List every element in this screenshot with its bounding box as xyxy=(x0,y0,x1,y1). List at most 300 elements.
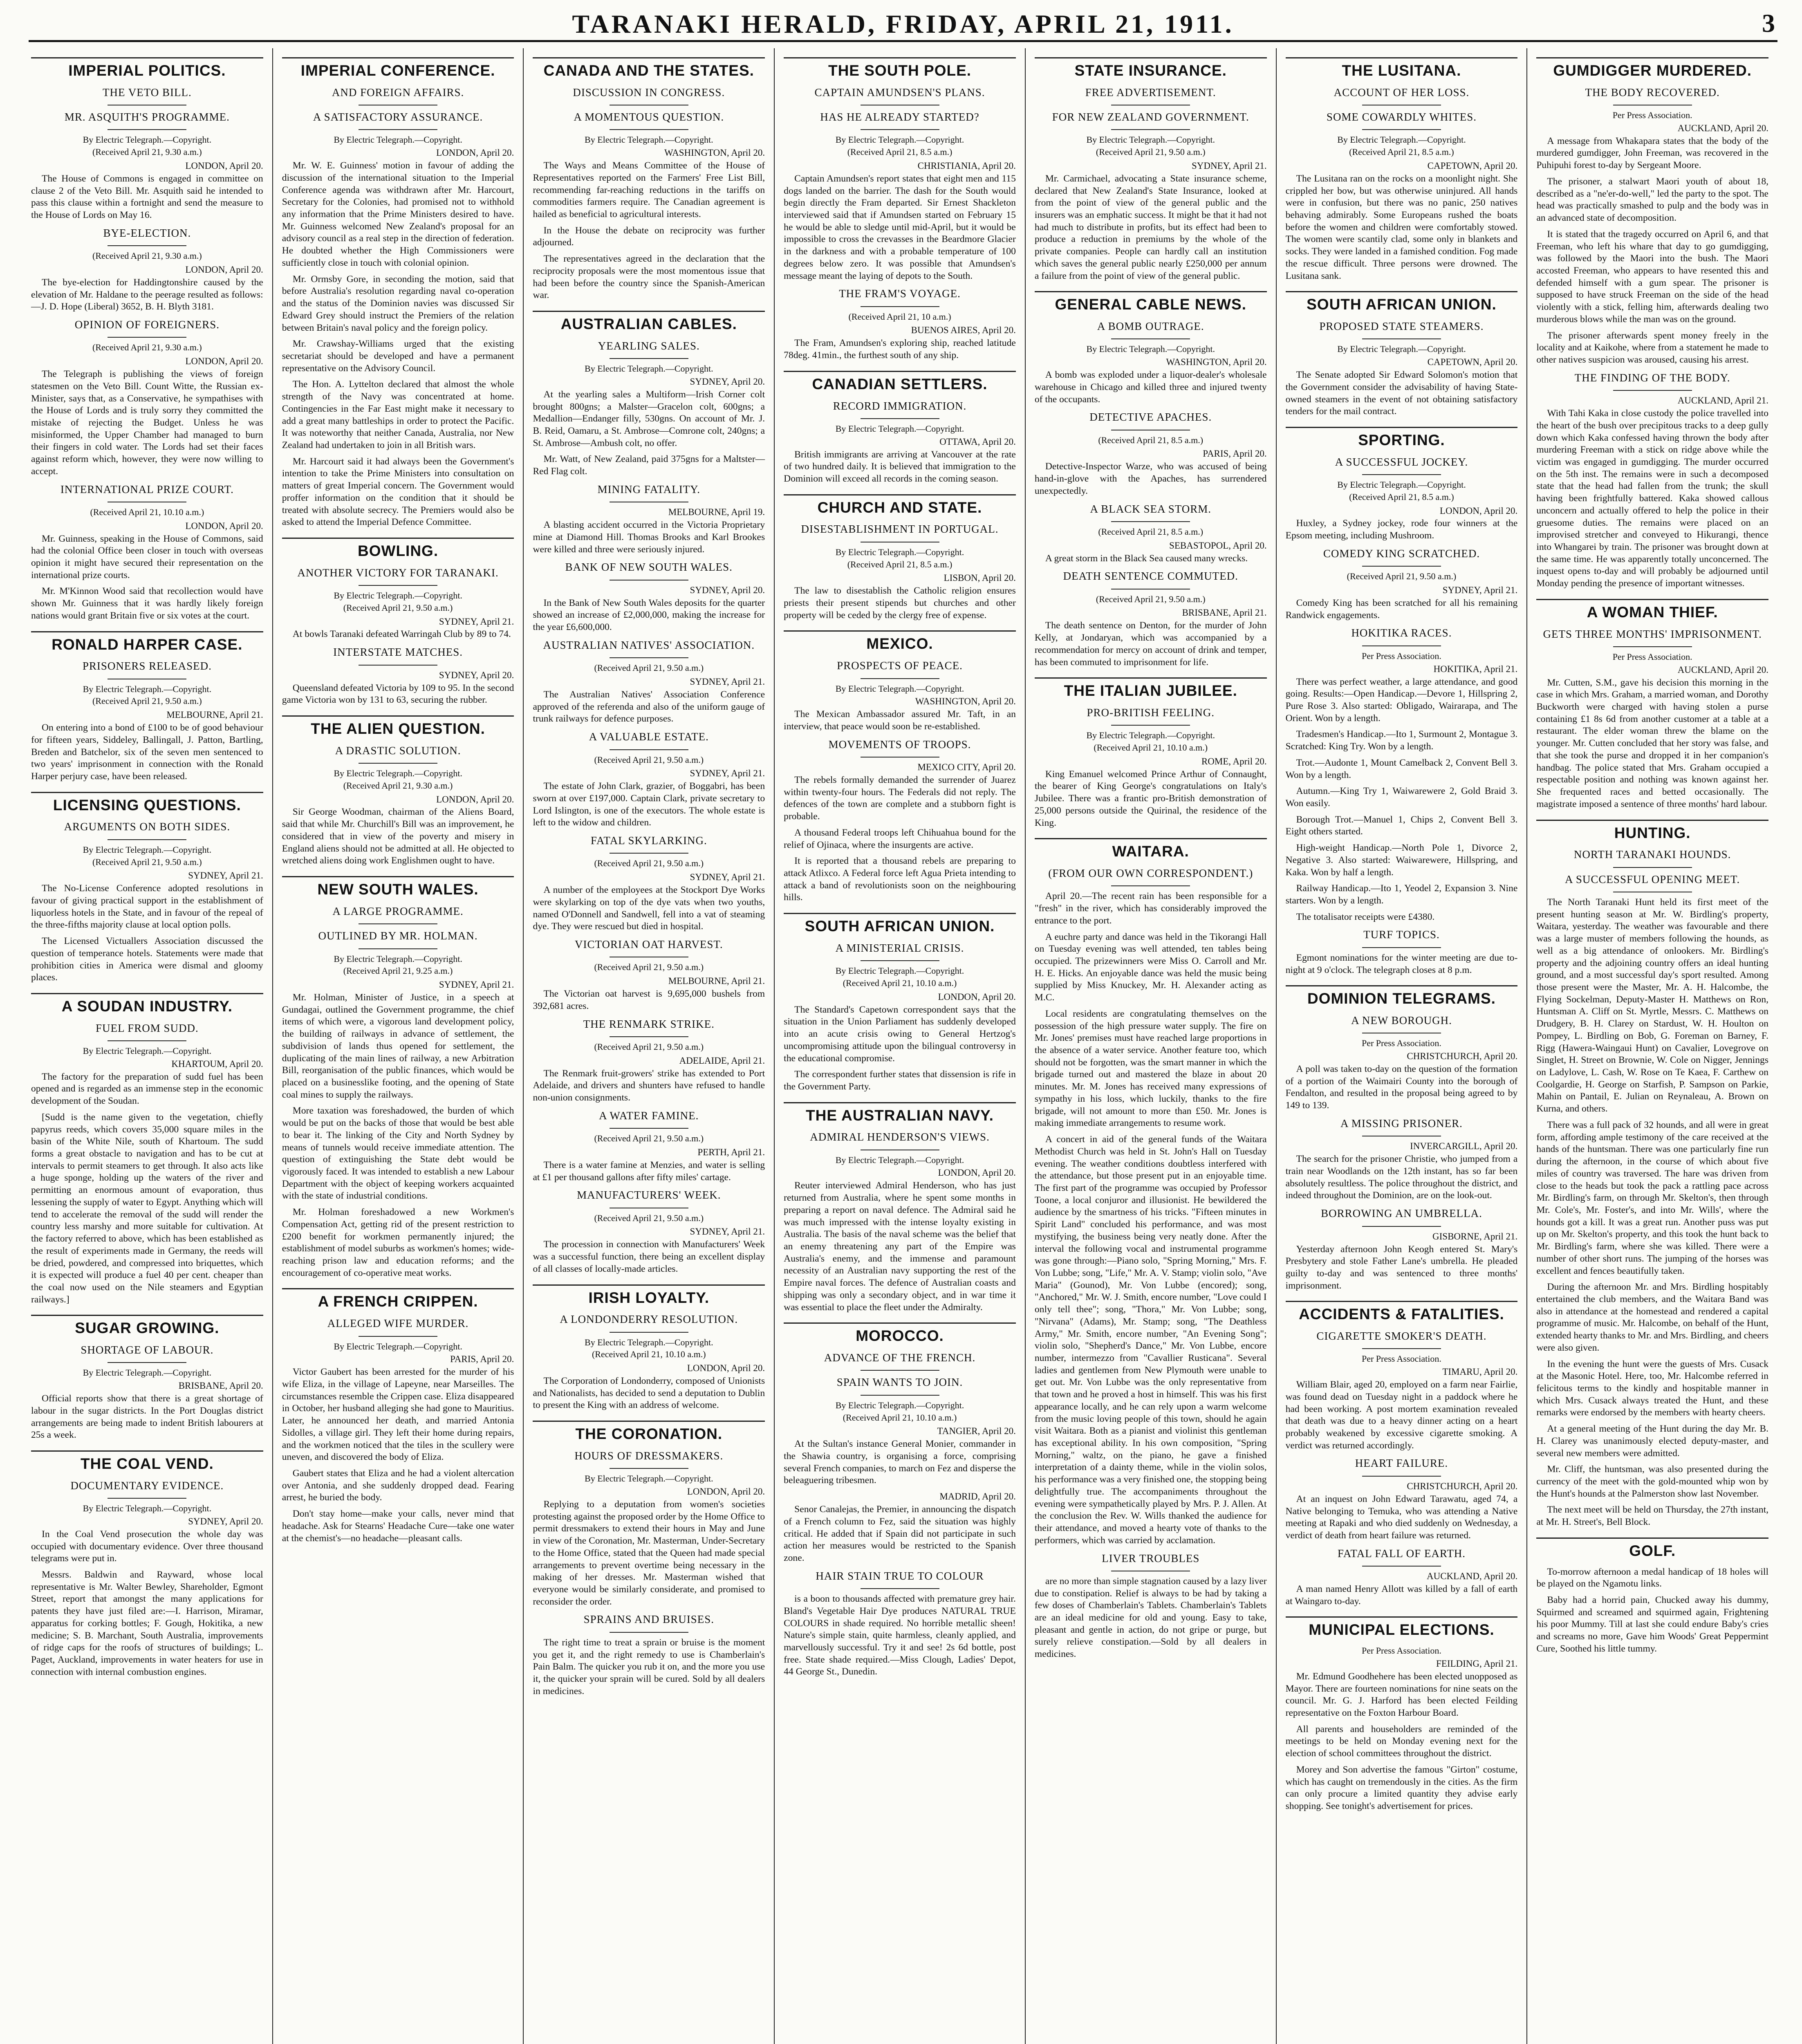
article xyxy=(31,57,263,222)
dateline: LONDON, April 20. xyxy=(1439,505,1518,516)
paragraph: are no more than simple stagnation caused by a lazy liver due to constipation. Relief is always to be had by taking a few doses of Chamberlain's Tablets. Chamberlain's Tablets are an ideal medicine for old and young. Easy to take, pleasant and gentle in action, do not gripe or purge, but surely relieve constipation.—Sold by all dealers in medicines. xyxy=(1034,1576,1267,1660)
article-subheading: ADVANCE OF THE FRENCH. xyxy=(824,1351,976,1364)
article-body xyxy=(1286,369,1518,418)
paragraph: The rebels formally demanded the surrender of Juarez within twenty-four hours. The Federals did not reply. The defences of the town are complete and a stubborn fight is probable. xyxy=(784,774,1016,822)
article-subheading: A VALUABLE ESTATE. xyxy=(589,731,709,743)
column-6 xyxy=(1276,48,1527,2044)
short-rule xyxy=(1613,646,1692,647)
article xyxy=(533,560,765,634)
section-rule xyxy=(533,1421,765,1422)
article-body xyxy=(1286,173,1518,282)
received-time: (Received April 21, 9.50 a.m.) xyxy=(594,1041,704,1052)
article-subheading: DEATH SENTENCE COMMUTED. xyxy=(1063,570,1238,583)
short-rule xyxy=(1111,725,1190,726)
article-subheading: DETECTIVE APACHES. xyxy=(1089,411,1212,424)
dateline: CHRISTIANIA, April 20. xyxy=(917,160,1016,171)
paragraph: The Renmark fruit-growers' strike has extended to Port Adelaide, and drivers and shunters have refused to handle non-union consignments. xyxy=(533,1068,765,1103)
section-rule xyxy=(1286,291,1518,292)
received-time: (Received April 21, 9.50 a.m.) xyxy=(1096,147,1206,157)
article-subheading: AUSTRALIAN NATIVES' ASSOCIATION. xyxy=(543,639,755,651)
byline: By Electric Telegraph.—Copyright. xyxy=(334,1341,462,1351)
article-headline: IMPERIAL POLITICS. xyxy=(68,62,226,79)
dateline: BUENOS AIRES, April 20. xyxy=(911,325,1016,336)
short-rule xyxy=(108,129,186,130)
article-subheading: YEARLING SALES. xyxy=(598,339,700,352)
dateline: OTTAWA, April 20. xyxy=(939,436,1016,447)
article-subheading: A MOMENTOUS QUESTION. xyxy=(574,111,724,123)
byline: By Electric Telegraph.—Copyright. xyxy=(835,134,964,145)
section-rule xyxy=(282,1288,514,1289)
paragraph: A euchre party and dance was held in the Tikorangi Hall on Tuesday evening was well attended, ten tables being occupied. The prizewinners were Miss O. Carroll and Mr. H. E. Hicks. An enjoyable dance was held the music being supplied by Miss Knuckey, Mr. H. Alexander acting as M.C. xyxy=(1034,931,1267,1003)
byline: By Electric Telegraph.—Copyright. xyxy=(334,768,462,779)
short-rule xyxy=(861,678,939,679)
paragraph: Senor Canalejas, the Premier, in announcing the dispatch of a French column to Fez, said the situation was highly critical. He added that if Spain did not participate in such action her measures would be restricted to the Spanish zone. xyxy=(784,1504,1016,1563)
dateline: SYDNEY, April 21. xyxy=(439,616,514,627)
article-headline: IRISH LOYALTY. xyxy=(588,1289,710,1306)
article xyxy=(533,938,765,1013)
received-time: (Received April 21, 9.50 a.m.) xyxy=(594,1213,704,1223)
paragraph: British immigrants are arriving at Vancouver at the rate of two hundred daily. It is believed that immigration to the Dominion will exceed all records in the coming season. xyxy=(784,449,1016,484)
section-rule xyxy=(533,1284,765,1286)
article xyxy=(1536,57,1768,366)
article-body xyxy=(784,449,1016,485)
article-subheading: PROSPECTS OF PEACE. xyxy=(837,659,963,672)
article-headline: THE SOUTH POLE. xyxy=(828,62,972,79)
dateline: PARIS, April 20. xyxy=(450,1354,514,1365)
paragraph: Borough Trot.—Manuel 1, Chips 2, Convent Bell 3. Eight others started. xyxy=(1285,814,1518,837)
byline: By Electric Telegraph.—Copyright. xyxy=(585,134,713,145)
article-subheading: A SUCCESSFUL JOCKEY. xyxy=(1335,455,1468,468)
article-body xyxy=(1035,890,1267,1546)
paragraph: Mr. Holman, Minister of Justice, in a speech at Gundagai, outlined the Government programme, the chief items of which were, a vigorous land development policy, the building of railways in advance of settlement, the subdivision of lands thus opened for settlement, the duplicating of the main lines of railway, a new Arbitration Bill, reorganisation of the public finances, which would be placed on a businesslike footing, and the opening of State coal mines to supply the railways. xyxy=(282,992,514,1100)
article-subheading: HAIR STAIN TRUE TO COLOUR xyxy=(816,1569,984,1582)
section-rule xyxy=(1536,820,1768,821)
article-body xyxy=(533,1068,765,1104)
paragraph: A concert in aid of the general funds of the Waitara Methodist Church was held in St. John's Hall on Tuesday evening. The weather conditions doubtless interfered with the attendance, but those present put in an enjoyable time. The first part of the programme was occupied by Professor Toone, a local conjuror and illusionist. He bewildered the audience by the smartness of his tricks. "Fifteen minutes in Spirit Land" concluded his performance, and was most mystifying, the business being very neatly done. After the interval the following vocal and instrumental programme was gone through:—Piano solo, "Spring Morning," Mrs. F. Von Lubbe; song, "Life," Mr. A. V. Stamp; violin solo, "Ave Maria" (Gounod), Mr. Von Lubbe (encored); song, "Anchored," Mr. W. J. Smith, encore number, "Love could I only tell thee"; song, "Thora," Mr. Von Lubbe; song, "Nirvana" (Adams), Mr. Stamp; song, "The Deathless Army," Mr. Smith, encore number, "An Evening Song"; violin solo, "Shepherd's Dance," Mr. Von Lubbe, encore number, intermezzo from "Cavallier Rusticana". Several ladies and gentlemen from New Plymouth were unable to get out. Mr. Von Lubbe was the only representative from that town and he proved a host in himself. This was his first appearance locally, and he can rely upon a warm welcome from the music loving people of this town, should he again visit Waitara. Both as a pianist and violinist this gentleman has exceptional ability. In his own composition, "Spring Morning," waltz, on the piano, he gave a finished interpretation of a dainty theme, while in the violin solos, his performance was a very finished one, the stopping being delightfully true. The accompaniments throughout the evening were sympathetically played by Mrs. P. J. Allen. At the conclusion the Rev. W. Wills thanked the audience for their attendance, and moved a hearty vote of thanks to the performers, which was carried by acclamation. xyxy=(1034,1134,1267,1546)
article xyxy=(282,538,514,641)
column-4 xyxy=(774,48,1025,2044)
article-body xyxy=(1536,1566,1768,1655)
paragraph: The Mexican Ambassador assured Mr. Taft, in an interview, that peace would soon be re-established. xyxy=(784,709,1016,732)
article-subheading: THE FRAM'S VOYAGE. xyxy=(839,287,961,300)
article-headline: MOROCCO. xyxy=(856,1327,944,1345)
received-time: (Received April 21, 9.50 a.m.) xyxy=(594,663,704,673)
byline: By Electric Telegraph.—Copyright. xyxy=(1086,344,1215,354)
dateline: CHRISTCHURCH, April 20. xyxy=(1407,1481,1518,1491)
byline: By Electric Telegraph.—Copyright. xyxy=(1337,480,1466,490)
article-subheading: BYE-ELECTION. xyxy=(103,226,191,239)
article-body xyxy=(533,160,765,302)
byline: Per Press Association. xyxy=(1612,110,1692,121)
short-rule xyxy=(1362,1566,1441,1567)
article-body xyxy=(533,1375,765,1412)
article xyxy=(1286,1117,1518,1202)
article-subheading: DOCUMENTARY EVIDENCE. xyxy=(70,1479,224,1492)
paragraph: A message from Whakapara states that the body of the murdered gumdigger, John Freeman, was recovered in the Puhipuhi forest to-day by Sergeant Moore. xyxy=(1536,135,1769,171)
article-subheading: HAS HE ALREADY STARTED? xyxy=(820,111,979,123)
section-rule xyxy=(784,371,1016,372)
article xyxy=(784,1569,1016,1678)
article-subheading: A WATER FAMINE. xyxy=(599,1109,699,1122)
paragraph: The Lusitana ran on the rocks on a moonlight night. She crippled her bow, but was otherwise uninjured. All hands were in confusion, but there was no panic, 250 natives behaving admirably. Some Europeans rushed the boats before the women and children were comfortably stowed. The women were scantily clad, some only in blankets and socks. They were landed in a famished condition. Fog made the rescue difficult. Three persons were drowned. The Lusitana sank. xyxy=(1285,173,1518,281)
dateline: BRISBANE, April 21. xyxy=(1182,607,1267,618)
article-subheading: MANUFACTURERS' WEEK. xyxy=(577,1189,721,1201)
dateline: FEILDING, April 21. xyxy=(1436,1658,1518,1669)
section-rule xyxy=(31,631,263,632)
short-rule xyxy=(359,763,437,764)
paragraph: The Senate adopted Sir Edward Solomon's motion that the Government consider the advisability of having State-owned steamers in the event of not obtaining satisfactory tenders for the mail contract. xyxy=(1285,370,1518,417)
dateline: LONDON, April 20. xyxy=(185,356,263,367)
article-body xyxy=(533,689,765,725)
column-1 xyxy=(29,48,272,2044)
paragraph: The correspondent further states that dissension is rife in the Government Party. xyxy=(784,1069,1016,1092)
article xyxy=(282,57,514,529)
article-subheading: THE RENMARK STRIKE. xyxy=(583,1018,715,1030)
article xyxy=(784,57,1016,282)
paragraph: It is stated that the tragedy occurred on April 6, and that Freeman, who left his whare that day to go gumdigging, was followed by the Maori into the bush. The Maori accosted Freeman, who appears to have resented this and defended himself with a gum spear. The prisoner is supposed to have struck Freeman on the side of the head violently with a stick, felling him, afterwards dealing two murderous blows while the man was on the ground. xyxy=(1536,229,1769,325)
article-headline: AUSTRALIAN CABLES. xyxy=(560,316,737,333)
paragraph: Reuter interviewed Admiral Henderson, who has just returned from Australia, where he spent some months in preparing a report on naval defence. The Admiral said he was much impressed with the intense loyalty existing in Australia. The basis of the naval scheme was the belief that an enemy threatening any part of the Empire was Australia's enemy, and the immense and paramount necessity of an Australian navy supporting the rest of the Empire naval forces. The defence of Australian coasts and shipping was only a secondary object, and in war time it was essential to place the fleet under the Admiralty. xyxy=(784,1180,1016,1313)
article-subheading: THE FINDING OF THE BODY. xyxy=(1574,371,1730,384)
article xyxy=(1286,1457,1518,1542)
paragraph: Huxley, a Sydney jockey, rode four winners at the Epsom meeting, including Mushroom. xyxy=(1285,518,1518,541)
article xyxy=(282,715,514,867)
article-headline: RONALD HARPER CASE. xyxy=(52,636,243,653)
paragraph: Replying to a deputation from women's societies protesting against the proposed order by the Home Office to permit dressmakers to extend their hours in May and June in view of the Coronation, Mr. Masterman, Under-Secretary to the Home Office, stated that the Queen had made special arrangements to prevent overtime being necessary in the making of her dresses. Mr. Masterman wished that everyone would be similarly considerate, and promised to reconsider the order. xyxy=(533,1499,765,1607)
paragraph: To-morrow afternoon a medal handicap of 18 holes will be played on the Ngamotu links. xyxy=(1536,1566,1769,1589)
dateline: INVERCARGILL, April 20. xyxy=(1410,1141,1518,1152)
article-body xyxy=(1536,896,1768,1529)
article-body xyxy=(1035,461,1267,497)
paragraph: Mr. W. E. Guinness' motion in favour of adding the discussion of the international situation to the Imperial Conference agenda was withdrawn after Mr. Harcourt, Secretary for the Colonies, had promised not to withhold any information that the Prime Ministers desired to have. Mr. Guinness welcomed New Zealand's proposal for an advisory council as a real step in the direction of federation. He doubted whether the High Commissioners were sufficiently close in touch with colonial opinion. xyxy=(282,160,514,268)
article-subheading: PRISONERS RELEASED. xyxy=(82,660,212,672)
received-time: (Received April 21, 10 a.m.) xyxy=(848,311,951,322)
article xyxy=(1536,371,1768,590)
article-headline: CANADA AND THE STATES. xyxy=(543,62,754,79)
dateline: KHARTOUM, April 20. xyxy=(171,1058,263,1069)
article-body xyxy=(31,368,263,477)
article-headline: ACCIDENTS & FATALITIES. xyxy=(1299,1306,1504,1323)
dateline: SYDNEY, April 21. xyxy=(690,768,765,779)
article-subheading: ARGUMENTS ON BOTH SIDES. xyxy=(64,820,231,833)
article xyxy=(1286,427,1518,542)
article-headline: SUGAR GROWING. xyxy=(75,1320,220,1337)
received-time: (Received April 21, 9.30 a.m.) xyxy=(92,147,202,157)
received-time: (Received April 21, 9.50 a.m.) xyxy=(594,858,704,869)
paragraph: The right time to treat a sprain or bruise is the moment you get it, and the right remedy to use is Chamberlain's Pain Balm. The quicker you rub it on, and the more you use it, the quicker your sprain will be cured. Sold by all dealers in medicines. xyxy=(533,1637,765,1697)
received-time: (Received April 21, 9.30 a.m.) xyxy=(92,251,202,261)
paragraph: Mr. Harcourt said it had always been the Government's intention to take the Prime Ministers into consultation on matters of great Imperial concern. The Government would proffer information on the condition that it should be treated with absolute secrecy. The Premiers would also be asked to attend the Imperial Defence Committee. xyxy=(282,456,514,528)
article xyxy=(31,226,263,313)
paragraph: At bowls Taranaki defeated Warringah Club by 89 to 74. xyxy=(292,629,511,640)
short-rule xyxy=(108,1498,186,1499)
article-subheading: A DRASTIC SOLUTION. xyxy=(335,744,461,757)
byline: By Electric Telegraph.—Copyright. xyxy=(835,683,964,694)
dateline: WASHINGTON, April 20. xyxy=(1166,357,1267,368)
short-rule xyxy=(359,923,437,924)
short-rule xyxy=(861,960,939,961)
article xyxy=(533,1613,765,1697)
section-rule xyxy=(1286,57,1518,58)
byline: By Electric Telegraph.—Copyright. xyxy=(835,966,964,976)
byline: By Electric Telegraph.—Copyright. xyxy=(334,134,462,145)
paragraph: Mr. Cutten, S.M., gave his decision this morning in the case in which Mrs. Graham, a married woman, and Dorothy Buckworth were charged with having stolen a purse containing £1 8s 6d from another customer at a table at a restaurant. The elder woman threw the blame on the younger. Mr. Cutten concluded that her story was false, and that she took the purse and dropped it in her companion's handbag. The police stated that Mrs. Graham occupied a respectable position and nothing was known against her. She frequented races and betted occasionally. The magistrate imposed a sentence of three months' hard labour. xyxy=(1536,677,1769,809)
received-time: (Received April 21, 10.10 a.m.) xyxy=(90,507,204,517)
dateline: SYDNEY, April 21. xyxy=(1442,585,1518,596)
short-rule xyxy=(108,1362,186,1363)
page-number: 3 xyxy=(1762,9,1775,38)
paragraph: Tradesmen's Handicap.—Ito 1, Surmount 2, Montague 3. Scratched: King Try. Won by a length. xyxy=(1285,729,1518,752)
article xyxy=(1286,1547,1518,1608)
article-headline: THE LUSITANA. xyxy=(1342,62,1461,79)
short-rule xyxy=(861,1588,939,1589)
paragraph: The factory for the preparation of sudd fuel has been opened and is regarded as an immense step in the economic development of the Soudan. xyxy=(31,1071,263,1107)
paragraph: The procession in connection with Manufacturers' Week was a successful function, there being an excellent display of all classes of locally-made articles. xyxy=(533,1239,765,1274)
article xyxy=(31,1315,263,1441)
article-body xyxy=(1286,1379,1518,1452)
article-body xyxy=(533,597,765,634)
short-rule xyxy=(610,1128,688,1129)
paragraph: Sir George Woodman, chairman of the Aliens Board, said that while Mr. Churchill's Bill was an improvement, he considered that in view of the poverty and misery in England aliens should not be admitted at all. He objected to wretched aliens doing work Englishmen ought to have. xyxy=(282,807,514,866)
paragraph: The next meet will be held on Thursday, the 27th instant, at Mr. H. Street's, Bell Block. xyxy=(1536,1504,1769,1528)
article-body xyxy=(1286,518,1518,542)
dateline: SYDNEY, April 21. xyxy=(690,1226,765,1237)
article xyxy=(533,834,765,933)
paragraph: Autumn.—King Try 1, Waiwarewere 2, Gold Braid 3. Won easily. xyxy=(1285,786,1518,809)
article-headline: THE CORONATION. xyxy=(575,1425,723,1443)
dateline: HOKITIKA, April 21. xyxy=(1433,663,1518,674)
article-body xyxy=(1536,408,1768,590)
short-rule xyxy=(1111,129,1190,130)
dateline: SYDNEY, April 21. xyxy=(188,870,263,881)
article-body xyxy=(784,585,1016,621)
dateline: ROME, April 20. xyxy=(1201,756,1267,766)
dateline: AUCKLAND, April 21. xyxy=(1677,395,1769,406)
article xyxy=(1035,1552,1267,1661)
paragraph: There was perfect weather, a large attendance, and good going. Results:—Open Handicap.—Devore 1, Hillspring 2, Pure Rose 3. Also started: Obligado, Wairarapa, and The Orient. Won by a length. xyxy=(1285,676,1518,724)
masthead xyxy=(29,8,1777,42)
received-time: (Received April 21, 10.10 a.m.) xyxy=(1094,742,1208,753)
article-body xyxy=(784,1593,1016,1678)
short-rule xyxy=(1362,1226,1441,1227)
paragraph: The prisoner afterwards spent money freely in the locality and at Kaikohe, where from a statement he made to other natives suspicion was aroused, causing his arrest. xyxy=(1536,330,1769,365)
dateline: MELBOURNE, April 19. xyxy=(668,507,765,518)
paragraph: Messrs. Baldwin and Rayward, whose local representative is Mr. Walter Bewley, Shareholder, Egmont Street, report that amongst the many applications for patents they have just filed are:—I. Harrison, Miramar, apparatus for corking bottles; F. Gough, Hokitika, a new medicine; S. B. Marchant, South Australia, improvements of ridge caps for the roofs of structures of buildings; L. Paget, Auckland, improvements in water heaters for use in connection with internal combustion engines. xyxy=(31,1569,263,1677)
article xyxy=(784,371,1016,485)
article-body xyxy=(533,988,765,1012)
article xyxy=(1035,57,1267,282)
article xyxy=(31,792,263,984)
paragraph: Don't stay home—make your calls, never mind that headache. Ask for Stearns' Headache Cure—take one water at the chemist's—no headache—pleasant calls. xyxy=(282,1508,514,1544)
paragraph: Mr. M'Kinnon Wood said that recollection would have shown Mr. Guinness that it was hardly likely foreign nations would grant Britain five or six votes at the court. xyxy=(31,586,263,621)
dateline: BRISBANE, April 20. xyxy=(178,1381,263,1391)
article xyxy=(1286,928,1518,976)
byline: By Electric Telegraph.—Copyright. xyxy=(835,1400,964,1410)
paragraph: Yesterday afternoon John Keogh entered St. Mary's Presbytery and stole Father Lane's umbrella. He pleaded guilty to-day and was sentenced to three months' imprisonment. xyxy=(1285,1244,1518,1291)
section-rule xyxy=(282,715,514,717)
paragraph: There was a full pack of 32 hounds, and all were in great form, affording ample testimony of the care received at the hands of the huntsman. There was one particularly fine run during the afternoon, in the course of which about five miles of country was traversed. The hare was driven from close to the heads but took the pack a rattling pace across Mr. Birdling's farm, on through Mr. Skelton's, then through Mr. Cole's, Mr. Foster's, and into Mr. Wills', where the hounds got a kill. It was a great run. Another puss was put up on Mr. Skelton's property, and this took the hunt back to Mr. Birdling's farm, where she was killed. There were a number of other short runs. The jumping of the horses was excellent and fences beautifully taken. xyxy=(1536,1119,1769,1276)
paragraph: In the House the debate on reciprocity was further adjourned. xyxy=(533,225,765,248)
article-body xyxy=(31,277,263,313)
article-subheading: ALLEGED WIFE MURDER. xyxy=(327,1317,469,1330)
byline: By Electric Telegraph.—Copyright. xyxy=(835,1154,964,1165)
short-rule xyxy=(610,749,688,750)
paragraph: The bye-election for Haddingtonshire caused by the elevation of Mr. Haldane to the peerage resulted as follows:—J. D. Hope (Liberal) 3652, B. H. Blyth 3181. xyxy=(31,277,263,312)
paragraph: The Hon. A. Lyttelton declared that almost the whole strength of the Navy was concentrated at home. Contingencies in the Far East might make it necessary to add a great many battleships in order to protect the Pacific. It was noteworthy that neither Canada, Australia, nor New Zealand had undertaken to join in all British wars. xyxy=(282,379,514,450)
paragraph: The Telegraph is publishing the views of foreign statesmen on the Veto Bill. Count Witte, the Russian ex-Minister, says that, as a Conservative, he sympathises with the House of Lords and is truly sorry they committed the mistake of rejecting the Budget. Unless he was misinformed, the Upper Chamber had managed to burn their fingers in cold water. The Lords had set their faces against reform which, however, they were now willing to accept. xyxy=(31,369,263,477)
paragraph: The Australian Natives' Association Conference approved of the referenda and also of the uniform gauge of trunk railways for defence purposes. xyxy=(533,689,765,724)
paragraph: Mr. Crawshay-Williams urged that the existing secretariat should be developed and have a permanent representative on the Advisory Council. xyxy=(282,338,514,374)
paragraph: Mr. Guinness, speaking in the House of Commons, said had the colonial Office been closer in touch with overseas opinion it might have secured their representation on the international prize courts. xyxy=(31,533,263,580)
article-body xyxy=(784,1438,1016,1487)
article xyxy=(1536,599,1768,811)
article-body xyxy=(533,1637,765,1698)
article-subheading: RECORD IMMIGRATION. xyxy=(833,399,967,412)
article-body xyxy=(784,1180,1016,1313)
received-time: (Received April 21, 8.5 a.m.) xyxy=(1349,147,1454,157)
article-subheading: LIVER TROUBLES xyxy=(1102,1552,1200,1564)
received-time: (Received April 21, 9.50 a.m.) xyxy=(1096,594,1206,604)
section-rule xyxy=(282,538,514,539)
paragraph: Comedy King has been scratched for all his remaining Randwick engagements. xyxy=(1285,597,1518,621)
article xyxy=(1536,1537,1768,1655)
short-rule xyxy=(108,337,186,338)
article-body xyxy=(784,173,1016,282)
received-time: (Received April 21, 8.5 a.m.) xyxy=(1098,435,1204,445)
article xyxy=(533,57,765,302)
dateline: PARIS, April 20. xyxy=(1203,448,1267,459)
paragraph: A poll was taken to-day on the question of the formation of a portion of the Waimairi County into the borough of Fendalton, and resulted in the proposal being agreed to by 149 to 139. xyxy=(1285,1064,1518,1111)
short-rule xyxy=(1111,338,1190,339)
article-subheading: AND FOREIGN AFFAIRS. xyxy=(332,86,464,99)
dateline: PERTH, April 21. xyxy=(697,1147,765,1157)
short-rule xyxy=(1362,474,1441,475)
byline: By Electric Telegraph.—Copyright. xyxy=(334,953,462,964)
received-time: (Received April 21, 9.50 a.m.) xyxy=(92,696,202,706)
paragraph: A great storm in the Black Sea caused many wrecks. xyxy=(1045,553,1248,564)
article xyxy=(533,311,765,478)
article-body xyxy=(533,884,765,933)
paragraph: It is reported that a thousand rebels are preparing to attack Atlixco. A Federal force left Agua Prieta intending to attack a band of revolutionists soon on the neighbouring hills. xyxy=(784,856,1016,903)
article-body xyxy=(1286,1244,1518,1292)
article-subheading: (FROM OUR OWN CORRESPONDENT.) xyxy=(1048,867,1253,880)
article-body xyxy=(1035,769,1267,829)
received-time: (Received April 21, 10.10 a.m.) xyxy=(843,1412,957,1423)
article-subheading: GETS THREE MONTHS' IMPRISONMENT. xyxy=(1543,628,1762,640)
article-body xyxy=(784,1504,1016,1564)
section-rule xyxy=(1536,57,1768,58)
section-rule xyxy=(784,57,1016,58)
paragraph: The Corporation of Londonderry, composed of Unionists and Nationalists, has decided to send a deputation to Dublin to present the King with an address of welcome. xyxy=(533,1376,765,1411)
short-rule xyxy=(1111,885,1190,886)
article xyxy=(1286,1301,1518,1452)
article-subheading: VICTORIAN OAT HARVEST. xyxy=(574,938,723,951)
article-subheading: A MINISTERIAL CRISIS. xyxy=(835,941,964,954)
paragraph: is a boon to thousands affected with premature grey hair. Bland's Vegetable Hair Dye produces NATURAL TRUE COLOURS in shade required. No horrible metallic sheen! Nature's simple stain, quite harmless, cleanly applied, and marvellously successful. Try it and see! 2s 6d bottle, post free. State shade required.—Miss Clough, Ladies' Depot, 44 George St., Dunedin. xyxy=(784,1594,1016,1677)
byline: By Electric Telegraph.—Copyright. xyxy=(83,844,212,855)
article-headline: LICENSING QUESTIONS. xyxy=(53,796,241,814)
article-headline: A WOMAN THIEF. xyxy=(1587,603,1718,621)
article xyxy=(31,993,263,1306)
received-time: (Received April 21, 10.10 a.m.) xyxy=(843,977,957,988)
article-body xyxy=(1035,620,1267,668)
article xyxy=(31,318,263,478)
section-rule xyxy=(31,993,263,994)
paragraph: A thousand Federal troops left Chihuahua bound for the relief of Ojinaca, where the insurgents are active. xyxy=(784,827,1016,850)
paragraph: King Emanuel welcomed Prince Arthur of Connaught, the bearer of King George's congratulations on Italy's Jubilee. There was a frantic pro-British demonstration of 25,000 persons outside the Quirinal, the residence of the King. xyxy=(1034,769,1267,828)
dateline: SYDNEY, April 21. xyxy=(690,677,765,687)
paragraph: Victor Gaubert has been arrested for the murder of his wife Eliza, in the village of Lapeyne, near Marseilles. The circumstances resemble the Crippen case. Eliza disappeared in October, her husband alleging she had gone to Mauritius. Later, he announced her death, and married Antonia Sidolles, a village girl. They left their home during repairs, and the workmen noticed that the tiles in the scullery were uneven, and discovered the body of Eliza. xyxy=(282,1367,514,1463)
short-rule xyxy=(861,418,939,419)
dateline: LONDON, April 20. xyxy=(185,160,263,171)
section-rule xyxy=(1536,1537,1768,1539)
dateline: ADELAIDE, April 21. xyxy=(679,1055,765,1066)
byline: By Electric Telegraph.—Copyright. xyxy=(585,1337,713,1347)
article xyxy=(282,645,514,706)
dateline: LONDON, April 20. xyxy=(687,1486,765,1497)
dateline: SYDNEY, April 21. xyxy=(1191,160,1267,171)
article-body xyxy=(1035,173,1267,282)
byline: By Electric Telegraph.—Copyright. xyxy=(585,363,713,374)
article-body xyxy=(533,1239,765,1275)
article-body xyxy=(31,883,263,984)
article-subheading: HOKITIKA RACES. xyxy=(1351,627,1452,639)
article-headline: SOUTH AFRICAN UNION. xyxy=(805,918,995,935)
short-rule xyxy=(359,665,437,666)
dateline: TIMARU, April 20. xyxy=(1442,1367,1518,1377)
paragraph: Egmont nominations for the winter meeting are due to-night at 9 o'clock. The telegraph closes at 8 p.m. xyxy=(1285,952,1518,975)
paragraph: The No-License Conference adopted resolutions in favour of giving practical support in the establishment of liquorless hotels in the State, and in favour of the repeal of the three-fifths majority clause at local option polls. xyxy=(31,883,263,930)
paragraph: There is a water famine at Menzies, and water is selling at £1 per thousand gallons after fifty miles' cartage. xyxy=(533,1159,765,1183)
article-subheading: NORTH TARANAKI HOUNDS. xyxy=(1573,848,1731,861)
article-headline: STATE INSURANCE. xyxy=(1074,62,1227,79)
article-headline: GOLF. xyxy=(1629,1542,1676,1559)
masthead-title: TARANAKI HERALD, FRIDAY, APRIL 21, 1911. xyxy=(572,9,1234,38)
article-headline: DOMINION TELEGRAMS. xyxy=(1307,990,1496,1007)
short-rule xyxy=(610,657,688,658)
article-subheading: TURF TOPICS. xyxy=(1363,928,1440,941)
columns-container xyxy=(29,48,1777,2044)
section-rule xyxy=(1286,427,1518,428)
dateline: LONDON, April 20. xyxy=(185,520,263,531)
article-body xyxy=(282,160,514,529)
article xyxy=(533,1284,765,1412)
article-subheading: SPAIN WANTS TO JOIN. xyxy=(836,1376,963,1389)
paragraph: The prisoner, a stalwart Maori youth of about 18, described as a "ne'er-do-well," led the party to the spot. The head was practically smashed to pulp and the body was in an advanced state of decomposition. xyxy=(1536,176,1769,224)
article xyxy=(1286,291,1518,418)
article-body xyxy=(1035,369,1267,406)
article xyxy=(533,1188,765,1275)
paragraph: Mr. Cliff, the huntsman, was also presented during the currency of the meet with the gold-mounted whip won by the Hunt's hounds at the Palmerston show last November. xyxy=(1536,1464,1769,1499)
short-rule xyxy=(1362,129,1441,130)
dateline: LONDON, April 20. xyxy=(436,794,514,805)
article-body xyxy=(1035,553,1267,565)
dateline: SYDNEY, April 20. xyxy=(439,670,514,680)
article xyxy=(784,287,1016,362)
article-subheading: ANOTHER VICTORY FOR TARANAKI. xyxy=(297,566,499,579)
paragraph: High-weight Handicap.—North Pole 1, Divorce 2, Negative 3. Also started: Waiwarewere, Hillspring, and Kaka. Won by half a length. xyxy=(1285,843,1518,878)
paragraph: The Standard's Capetown correspondent says that the situation in the Union Parliament has suddenly developed into an acute crisis owing to General Hertzog's uncompromising attitude upon the bilingual controversy in the educational compromise. xyxy=(784,1004,1016,1064)
section-rule xyxy=(31,792,263,793)
paragraph: Detective-Inspector Warze, who was accused of being hand-in-glove with the Apaches, has surrendered unexpectedly. xyxy=(1034,461,1267,496)
article-subheading: A LARGE PROGRAMME. xyxy=(332,905,464,917)
article xyxy=(533,483,765,556)
short-rule xyxy=(108,1040,186,1041)
article xyxy=(1035,838,1267,1546)
paragraph: During the afternoon Mr. and Mrs. Birdling hospitably entertained the club members, and the Waitara Band was also in attendance at the homestead and rendered a capital programme of music. Mr. Halcombe, on behalf of the Hunt, extended hearty thanks to Mr. and Mrs. Birdling, and cheers were also given. xyxy=(1536,1282,1769,1353)
article-subheading: FOR NEW ZEALAND GOVERNMENT. xyxy=(1052,111,1249,123)
column-7 xyxy=(1526,48,1777,2044)
